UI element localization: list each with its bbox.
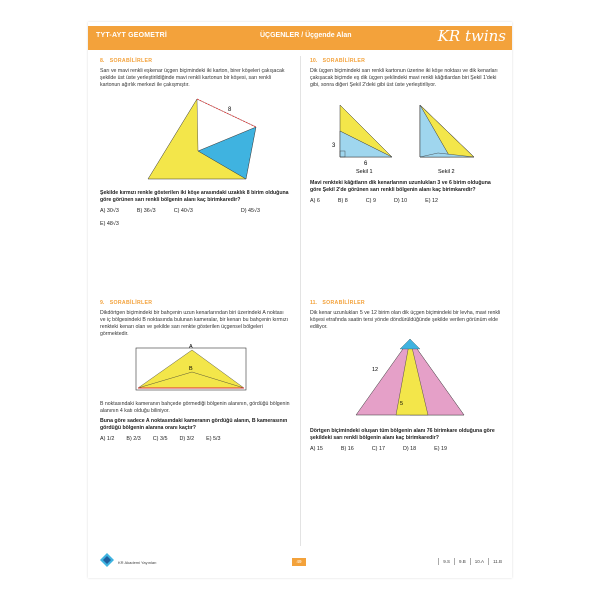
question-label: SORABİLİRLER bbox=[109, 58, 153, 64]
option-b[interactable]: B) 2/3 bbox=[126, 436, 141, 442]
figure-length-label: 8 bbox=[228, 107, 232, 113]
grade-item: 10.A bbox=[470, 558, 488, 565]
question-10 bbox=[310, 58, 502, 211]
question-8 bbox=[100, 58, 290, 234]
question-body: Dik kenar uzunlukları 5 ve 12 birim olan dik üçgen biçimindeki bir levha, mavi renkli köşesi etrafında saatin tersi yönde döndürüldüğünde şekilde verilen görünüm elde ediliyor. bbox=[310, 310, 501, 330]
option-a[interactable]: A) 30√3 bbox=[100, 208, 119, 214]
leg-5-label: 5 bbox=[400, 401, 404, 407]
fig2-caption: Şekil 2 bbox=[438, 169, 455, 173]
question-number: 9. bbox=[100, 300, 105, 306]
grade-item: 9.B bbox=[454, 558, 470, 565]
option-d[interactable]: D) 18 bbox=[402, 446, 417, 452]
question-text: Buna göre sadece A noktasındaki kameranın gördüğü alanın, B kamerasının gördüğü bölgenin alanına oranı kaçtır? bbox=[100, 418, 288, 431]
publisher-mark-icon bbox=[100, 553, 114, 567]
question-label: SORABİLİRLER bbox=[109, 300, 153, 306]
page-footer bbox=[88, 552, 512, 574]
option-c[interactable]: C) 17 bbox=[371, 446, 385, 452]
question-body: Sarı ve mavi renkli eşkenar üçgen biçimindeki iki karton, birer köşeleri çakışacak şekilde üst üste yerleştirildiğinde mavi renkli kartonun bir köşesi, sarı renkli kartonun ağırlık merkezi ile çakışmıştır. bbox=[100, 68, 285, 88]
grade-levels bbox=[438, 558, 506, 565]
question-body: Dikdörtgen biçimindeki bir bahçenin uzun kenarlarından biri üzerindeki A noktası ve iç bölgesindeki B noktasında bulunan kameralar, bir kenarı bu bahçenin kırmızı renkteki kenarı olan ve şekilde sarı renkte gösterilen üçgensel bölgeleri görmektedir. bbox=[100, 310, 289, 337]
column-divider bbox=[300, 56, 301, 546]
figure-rotated-triangle bbox=[310, 335, 502, 424]
worksheet-page bbox=[88, 22, 512, 578]
question-number: 8. bbox=[100, 58, 105, 64]
question-body-2: B noktasındaki kameranın bahçede görmediği bölgenin alanının, gördüğü bölgenin alanının 4 katı olduğu biliniyor. bbox=[100, 401, 290, 414]
question-text: Dörtgen biçimindeki oluşan tüm bölgenin alanı 76 birimkare olduğuna göre şekildeki sarı renkli bölgenin alanı kaç birimkaredir? bbox=[310, 428, 495, 441]
question-body: Dik üçgen biçimindeki sarı renkli kartonun üzerine iki köşe noktası ve dik kenarları çakışacak biçimde eş dik üçgen şeklindeki mavi renkli kâğıtlardan biri Şekil 1'deki gibi, sonra diğeri Şekil 2'deki gibi üst üste yerleştiriliyor. bbox=[310, 68, 498, 88]
grade-item: 9.S bbox=[438, 558, 454, 565]
figure-triangles bbox=[100, 93, 290, 186]
option-b[interactable]: B) 16 bbox=[340, 446, 354, 452]
question-label: SORABİLİRLER bbox=[322, 300, 365, 306]
footer-brand: KR Akademi Yayınları bbox=[118, 560, 157, 565]
option-b[interactable]: B) 36√3 bbox=[136, 208, 156, 214]
option-e[interactable]: E) 12 bbox=[425, 198, 439, 204]
question-number: 11. bbox=[310, 300, 317, 306]
figure-right-triangles bbox=[310, 93, 502, 176]
option-a[interactable]: A) 6 bbox=[310, 198, 320, 204]
header-topic: ÜÇGENLER / Üçgende Alan bbox=[260, 32, 352, 39]
question-9 bbox=[100, 300, 290, 449]
option-a[interactable]: A) 1/2 bbox=[100, 436, 115, 442]
question-number: 10. bbox=[310, 58, 318, 64]
point-a-label: A bbox=[189, 344, 193, 350]
page-header bbox=[88, 26, 512, 50]
option-d[interactable]: D) 45√3 bbox=[240, 208, 260, 214]
question-label: SORABİLİRLER bbox=[322, 58, 366, 64]
header-subject: TYT-AYT GEOMETRİ bbox=[96, 32, 168, 39]
option-c[interactable]: C) 40√3 bbox=[173, 208, 193, 214]
point-b-label: B bbox=[189, 366, 193, 372]
fig1-base-label: 6 bbox=[364, 161, 368, 167]
question-text: Şekilde kırmızı renkle gösterilen iki köşe arasındaki uzaklık 8 birim olduğuna göre görünen sarı renkli bölgenin alanı kaç birimkaredir? bbox=[100, 190, 289, 203]
option-d[interactable]: D) 10 bbox=[393, 198, 408, 204]
option-c[interactable]: C) 9 bbox=[365, 198, 376, 204]
option-e[interactable]: E) 19 bbox=[434, 446, 448, 452]
leg-12-label: 12 bbox=[372, 367, 379, 373]
page-number: 49 bbox=[292, 558, 306, 566]
option-d[interactable]: D) 3/2 bbox=[179, 436, 195, 442]
figure-garden bbox=[100, 342, 290, 397]
question-11 bbox=[310, 300, 502, 459]
fig1-side-label: 3 bbox=[332, 143, 336, 149]
option-a[interactable]: A) 15 bbox=[310, 446, 323, 452]
fig1-caption: Şekil 1 bbox=[356, 169, 373, 173]
option-c[interactable]: C) 3/5 bbox=[152, 436, 168, 442]
option-e[interactable]: E) 5/3 bbox=[206, 436, 221, 442]
publisher-logo: KR twins bbox=[437, 27, 506, 45]
option-b[interactable]: B) 8 bbox=[337, 198, 348, 204]
question-text: Mavi renkteki kâğıtların dik kenarlarının uzunlukları 3 ve 6 birim olduğuna göre Şekil 2'de görünen sarı renkli bölgenin alanı kaç birimkaredir? bbox=[310, 180, 491, 193]
option-e[interactable]: E) 48√3 bbox=[100, 221, 119, 227]
grade-item: 11.B bbox=[488, 558, 506, 565]
